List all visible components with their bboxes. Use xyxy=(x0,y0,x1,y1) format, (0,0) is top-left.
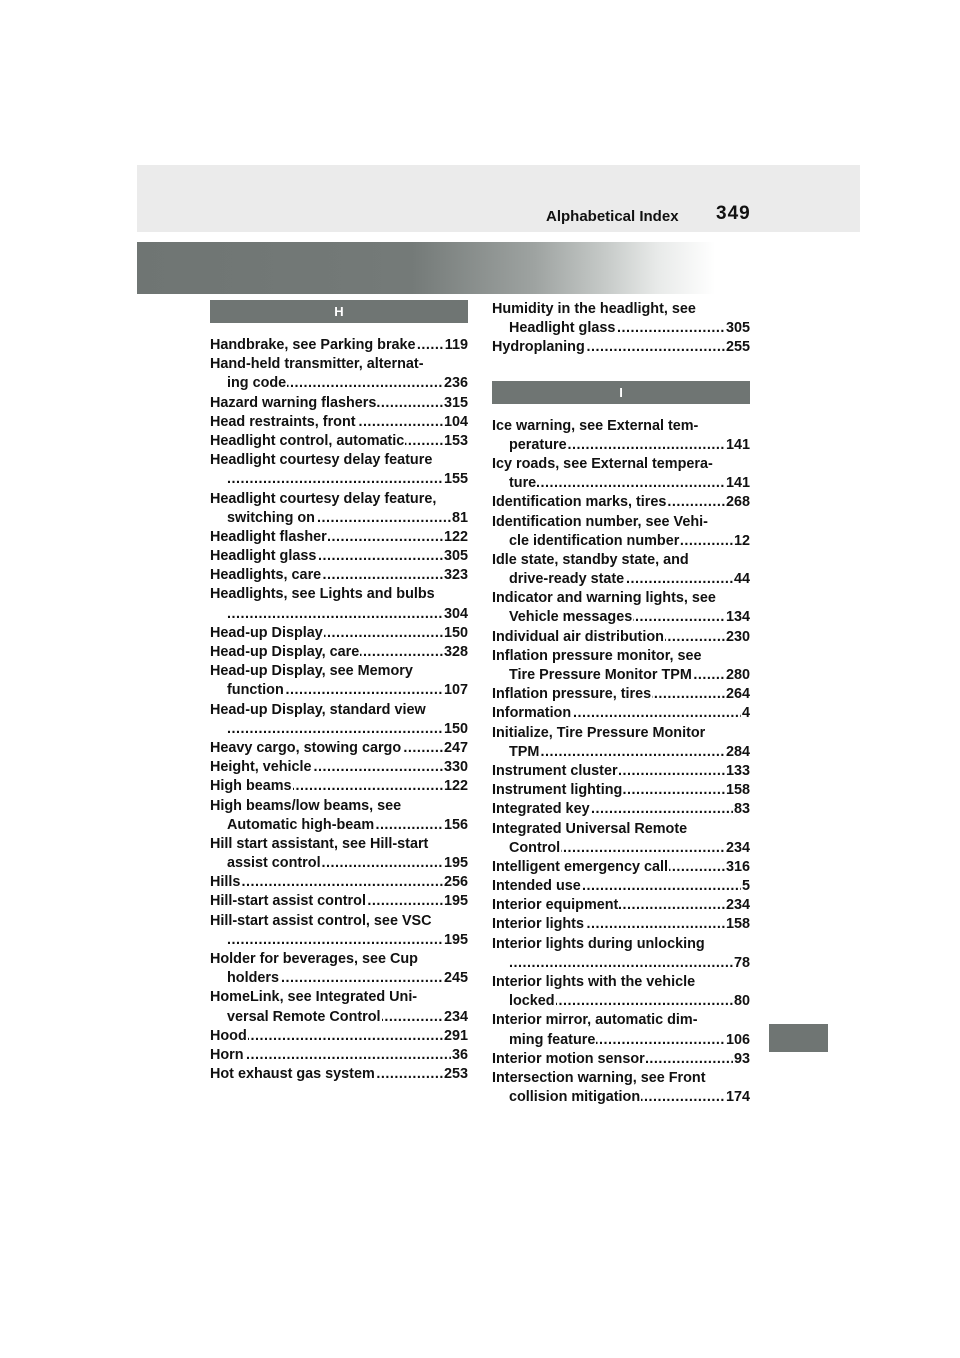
index-entry-text: Interior equipment xyxy=(492,897,619,914)
index-entry-text: Hill start assistant, see Hill-start xyxy=(210,835,429,852)
index-entry-text: Hazard warning flashers xyxy=(210,394,377,411)
index-entry-text: Intended use xyxy=(492,878,581,895)
index-entry-text: Headlight glass xyxy=(210,548,317,565)
index-entry-text: TPM xyxy=(509,743,540,760)
index-entry-page: 316 xyxy=(725,858,750,877)
index-entry-page: 328 xyxy=(443,643,468,662)
index-entry-page: 141 xyxy=(725,474,750,493)
index-entry-text: Headlight courtesy delay feature, xyxy=(210,490,437,507)
index-entry-page: 253 xyxy=(443,1065,468,1084)
index-entry-text: Hills xyxy=(210,874,241,891)
index-entry xyxy=(210,950,468,988)
index-entry-page: 305 xyxy=(725,319,750,338)
index-entry-page: 234 xyxy=(725,896,750,915)
index-entry xyxy=(492,589,750,627)
index-entry-page: 280 xyxy=(725,666,750,685)
index-entry-text: Inflation pressure monitor, see xyxy=(492,647,702,664)
index-entry-text: Headlight glass xyxy=(509,320,616,337)
index-entry-page: 81 xyxy=(451,509,468,528)
index-entry-text: Inflation pressure, tires xyxy=(492,686,652,703)
index-entry xyxy=(492,935,750,973)
index-entry-text: Indicator and warning lights, see xyxy=(492,590,716,607)
index-list-h-continued xyxy=(492,300,750,358)
index-entry xyxy=(492,820,750,858)
index-entry xyxy=(210,662,468,700)
index-entry xyxy=(210,490,468,528)
index-entry-text: cle identification number xyxy=(509,532,680,549)
index-entry xyxy=(210,988,468,1026)
index-entry-text: Information xyxy=(492,705,572,722)
index-entry-page: 158 xyxy=(725,915,750,934)
index-entry-page: 107 xyxy=(443,681,468,700)
index-entry-page: 247 xyxy=(443,739,468,758)
index-entry-page: 195 xyxy=(443,854,468,873)
index-entry-page: 264 xyxy=(725,685,750,704)
index-entry-text: Tire Pressure Monitor TPM xyxy=(509,667,692,683)
index-entry xyxy=(210,758,468,777)
index-entry-text: assist control xyxy=(227,855,321,872)
index-entry xyxy=(492,877,750,896)
section-header-h: H xyxy=(210,300,468,323)
index-entry xyxy=(210,432,468,451)
index-entry-text: Interior lights xyxy=(492,916,584,933)
index-entry-text: High beams xyxy=(210,778,292,795)
index-entry-text: switching on xyxy=(227,509,315,526)
index-entry xyxy=(210,413,468,432)
index-entry-text: collision mitigation xyxy=(509,1089,641,1106)
index-entry-page: 141 xyxy=(725,436,750,455)
index-entry xyxy=(210,1046,468,1065)
index-entry xyxy=(492,704,750,723)
index-entry xyxy=(210,624,468,643)
index-entry xyxy=(210,528,468,547)
index-entry xyxy=(210,701,468,739)
index-entry xyxy=(492,781,750,800)
index-entry-text: Headlights, see Lights and bulbs xyxy=(210,586,435,603)
index-entry xyxy=(210,355,468,393)
index-entry xyxy=(210,835,468,873)
index-entry-text: Humidity in the headlight, see xyxy=(492,301,696,317)
index-entry xyxy=(492,896,750,915)
index-entry-text: Holder for beverages, see Cup xyxy=(210,951,418,967)
index-entry-text: HomeLink, see Integrated Uni- xyxy=(210,989,418,1006)
index-entry-text: ing code xyxy=(227,375,287,392)
section-header-i: I xyxy=(492,381,750,404)
index-entry-text: function xyxy=(227,682,284,699)
index-entry-text: Handbrake, see Parking brake xyxy=(210,337,416,353)
index-entry-text: High beams/low beams, see xyxy=(210,797,402,814)
index-entry-text: Hot exhaust gas system xyxy=(210,1066,375,1083)
index-entry-page: 44 xyxy=(733,570,750,589)
index-entry-page: 119 xyxy=(444,336,468,355)
index-entry xyxy=(492,685,750,704)
index-entry-page: 236 xyxy=(443,374,468,393)
index-entry-text: Icy roads, see External tempera- xyxy=(492,455,713,472)
index-entry-page: ..... 195 xyxy=(443,931,468,950)
index-entry xyxy=(492,724,750,762)
index-entry xyxy=(492,1050,750,1069)
index-list-i xyxy=(492,417,750,1108)
index-entry-page: 255 xyxy=(725,338,750,357)
index-entry xyxy=(210,1027,468,1046)
index-entry xyxy=(210,566,468,585)
index-entry-text: Head-up Display, care xyxy=(210,644,360,660)
index-entry xyxy=(210,451,468,489)
index-entry-page: 323 xyxy=(443,566,468,585)
index-entry-text: Heavy cargo, stowing cargo xyxy=(210,739,402,756)
index-entry-page: 133 xyxy=(725,762,750,781)
index-entry xyxy=(492,455,750,493)
index-entry xyxy=(492,800,750,819)
index-entry-text: Individual air distribution xyxy=(492,628,664,645)
index-entry-text: perature xyxy=(509,436,567,453)
index-entry-text: Intelligent emergency call xyxy=(492,858,668,875)
index-entry-page: 305 xyxy=(443,547,468,566)
index-column-left xyxy=(210,300,468,1084)
index-entry-page: 315 xyxy=(443,394,468,413)
index-entry xyxy=(492,551,750,589)
index-entry xyxy=(492,915,750,934)
chapter-gradient-bar xyxy=(137,242,860,294)
index-entry-text: Interior lights during unlocking xyxy=(492,935,705,952)
index-entry-text: Automatic high-beam xyxy=(227,816,375,833)
index-entry xyxy=(210,547,468,566)
index-entry-page: 104 xyxy=(443,413,468,432)
index-entry-text: holders xyxy=(227,970,279,987)
page-header-band xyxy=(137,165,860,232)
index-entry xyxy=(492,417,750,455)
index-entry-text: Idle state, standby state, and xyxy=(492,551,689,568)
index-entry-text: Height, vehicle xyxy=(210,759,312,776)
index-entry-text: Hand-held transmitter, alternat- xyxy=(210,356,424,373)
index-entry-text: Interior lights with the vehicle xyxy=(492,974,696,990)
index-entry-page: 245 xyxy=(443,969,468,988)
chapter-side-tab xyxy=(769,1024,828,1052)
index-entry-text: Intersection warning, see Front xyxy=(492,1069,706,1086)
index-entry-page: 230 xyxy=(725,628,750,647)
index-entry xyxy=(210,777,468,796)
index-entry xyxy=(210,1065,468,1084)
index-entry-page: 234 xyxy=(725,839,750,858)
index-entry-page: 134 xyxy=(725,608,750,627)
index-entry-page: 83 xyxy=(733,800,750,819)
index-entry xyxy=(210,394,468,413)
index-entry-page: 106 xyxy=(725,1031,750,1050)
index-entry-text: Hill-start assist control xyxy=(210,893,366,910)
index-entry xyxy=(492,1069,750,1107)
index-entry-text: versal Remote Control xyxy=(227,1008,381,1025)
index-entry-text: Hill-start assist control, see VSC xyxy=(210,912,432,929)
index-entry-text: Head-up Display, see Memory xyxy=(210,663,413,680)
index-entry-page: 153 xyxy=(443,432,468,451)
index-entry-text: Head-up Display xyxy=(210,624,323,641)
index-entry-text: Hood xyxy=(210,1027,247,1044)
index-entry-text: Integrated key xyxy=(492,801,590,818)
index-entry-text: Ice warning, see External tem- xyxy=(492,417,699,434)
index-entry-page: 284 xyxy=(725,743,750,762)
index-entry xyxy=(492,300,750,338)
index-entry-text: Horn xyxy=(210,1046,244,1063)
index-list-h xyxy=(210,336,468,1084)
index-entry-page: 12 xyxy=(733,532,750,551)
index-entry-page: 4 xyxy=(741,704,750,723)
index-entry-page: 122 xyxy=(443,777,468,796)
index-entry xyxy=(210,797,468,835)
index-entry-text: Vehicle messages xyxy=(509,609,633,626)
index-entry xyxy=(492,1011,750,1049)
index-entry-page: 5 xyxy=(741,877,750,896)
index-entry-page: ..... 78 xyxy=(733,954,750,973)
index-entry xyxy=(492,628,750,647)
index-entry-text: Identification number, see Vehi- xyxy=(492,513,708,530)
index-entry-text: ming feature xyxy=(509,1031,596,1048)
index-entry-text: Headlights, care xyxy=(210,567,322,584)
index-entry-page: 80 xyxy=(733,992,750,1011)
index-entry-page: ..... 304 xyxy=(443,605,468,624)
index-entry-text: Head restraints, front xyxy=(210,413,356,430)
index-entry-text: Headlight control, automatic xyxy=(210,432,405,449)
index-entry-text: Instrument cluster xyxy=(492,762,618,779)
index-entry xyxy=(492,647,750,685)
index-entry-text: Integrated Universal Remote xyxy=(492,820,688,837)
index-entry xyxy=(492,762,750,781)
index-entry-page: 122 xyxy=(443,528,468,547)
index-entry-page: 36 xyxy=(451,1046,468,1065)
index-entry-page: 93 xyxy=(733,1050,750,1069)
index-entry xyxy=(210,912,468,950)
index-entry-page: 156 xyxy=(443,816,468,835)
index-entry-text: Initialize, Tire Pressure Monitor xyxy=(492,724,706,741)
index-entry xyxy=(492,973,750,1011)
index-entry-page: 291 xyxy=(443,1027,468,1046)
index-entry xyxy=(210,585,468,623)
index-entry xyxy=(210,873,468,892)
index-entry-text: Interior mirror, automatic dim- xyxy=(492,1012,698,1029)
index-entry-text: Hydroplaning xyxy=(492,339,585,356)
index-entry-page: 150 xyxy=(443,624,468,643)
index-entry-text: Headlight flasher xyxy=(210,528,327,545)
index-entry-text: Instrument lighting xyxy=(492,782,623,799)
index-entry xyxy=(210,739,468,758)
running-header-title: Alphabetical Index xyxy=(546,208,679,225)
index-entry-text: Headlight courtesy delay feature xyxy=(210,452,433,469)
index-entry-text: locked xyxy=(509,993,555,1010)
index-entry xyxy=(210,336,468,355)
index-entry xyxy=(492,493,750,512)
index-entry-page: 268 xyxy=(725,493,750,512)
index-column-right xyxy=(492,300,750,1107)
index-entry-text: Head-up Display, standard view xyxy=(210,701,426,718)
index-entry xyxy=(492,513,750,551)
index-entry-text: Interior motion sensor xyxy=(492,1050,645,1067)
index-entry-text: Identification marks, tires xyxy=(492,494,667,511)
index-entry-page: 256 xyxy=(443,873,468,892)
index-entry xyxy=(210,892,468,911)
page-number: 349 xyxy=(716,203,751,224)
index-entry-page: 330 xyxy=(443,758,468,777)
index-entry xyxy=(492,338,750,357)
index-entry-page: ..... 155 xyxy=(443,470,468,489)
index-entry-text: drive-ready state xyxy=(509,571,625,588)
index-entry-text: ture xyxy=(509,475,537,492)
index-entry-text: Control xyxy=(509,839,561,856)
index-entry-page: 195 xyxy=(443,892,468,911)
index-entry xyxy=(210,643,468,662)
index-entry-page: 158 xyxy=(725,781,750,800)
index-entry-page: ..... 150 xyxy=(443,720,468,739)
index-entry-page: 174 xyxy=(725,1088,750,1107)
index-entry-page: 234 xyxy=(443,1008,468,1027)
index-entry xyxy=(492,858,750,877)
